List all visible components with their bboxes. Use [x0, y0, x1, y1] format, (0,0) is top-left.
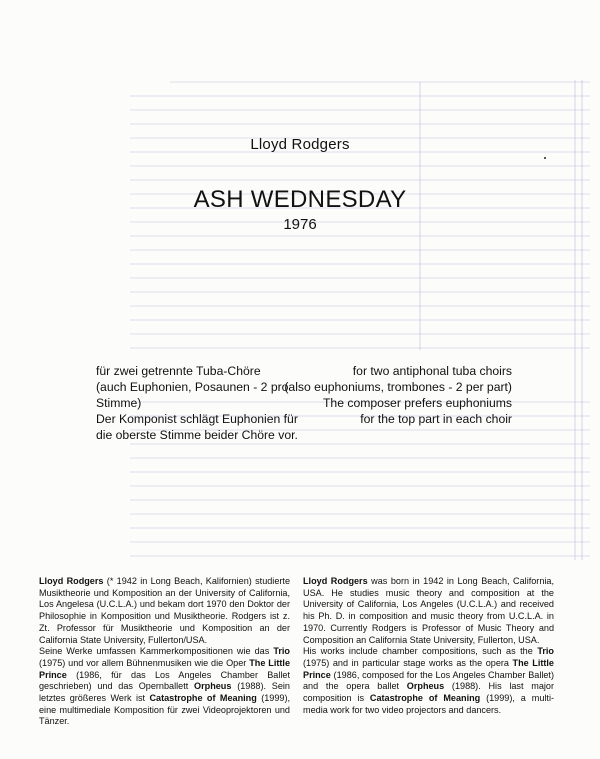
- bio-text: (1975) and in particular stage works as the opera: [303, 657, 513, 668]
- bio-text: (1999), eine multimediale Komposition für zwei Videoprojektoren und Tänzer.: [39, 693, 291, 727]
- bio-work-title: Orpheus: [406, 681, 445, 692]
- bio-text: (* 1942 in Long Beach, Kalifornien) studierte Musiktheorie und Komposition an der University of California, Los Angelesa (U.C.L.A.) und bekam dort 1970 den Doktor der Philosophie in Komposition und Musiktheorie. Rodgers ist z. Zt. Professor für Musiktheorie und Komposition an der California State University, Fullerton/USA.: [39, 576, 290, 645]
- instrumentation-line: die oberste Stimme beider Chöre vor.: [96, 428, 298, 442]
- bio-work-title: Trio: [537, 646, 554, 657]
- bio-text: was born in 1942 in Long Beach, California, USA. He studies music theory and composition at the University of California, Los Angeles (U.C.L.A.) and received his Ph. D. in composition and music theory from U.C.L.A. in 1970. Currently Rodgers is Professor of Music Theory and Composition an California State University, Fullerton, USA.: [303, 576, 554, 645]
- print-speck: [544, 157, 546, 159]
- instrumentation-line: for two antiphonal tuba choirs: [352, 364, 512, 378]
- bio-work-title: The Little Prince: [303, 657, 554, 680]
- bio-work-title: Catastrophe of Meaning: [369, 693, 481, 704]
- instrumentation-line: for the top part in each choir: [360, 412, 512, 426]
- bio-paragraph: [39, 576, 290, 646]
- bio-text: (1988). Sein letztes größeres Werk ist: [39, 681, 290, 704]
- bio-text: (1999), a multi-media work for two video projectors and dancers.: [303, 693, 554, 715]
- bio-work-title: The Little Prince: [39, 657, 291, 680]
- bio-work-title: Orpheus: [194, 681, 232, 692]
- bio-text: (1988). His last major composition is: [303, 681, 554, 704]
- biography-german: [39, 576, 290, 728]
- bio-text: (1986, für das Los Angeles Chamber Ballet geschrieben) und das Opernballett: [39, 669, 290, 692]
- instrumentation-english: [272, 363, 512, 427]
- bio-text: (1986, composed for the Los Angeles Chamber Ballet) and the opera ballet: [303, 669, 554, 692]
- bio-composer-name: Lloyd Rodgers: [303, 576, 368, 586]
- instrumentation-line: (auch Euphonien, Posaunen - 2 pro Stimme): [96, 380, 289, 410]
- instrumentation-line: für zwei getrennte Tuba-Chöre: [96, 364, 261, 378]
- bio-paragraph: [303, 576, 554, 646]
- composer-name: Lloyd Rodgers: [250, 136, 350, 153]
- work-title: ASH WEDNESDAY: [193, 186, 407, 213]
- bio-work-title: Trio: [273, 646, 290, 657]
- bio-paragraph: [303, 646, 554, 716]
- bio-text: Seine Werke umfassen Kammerkompositionen wie das: [39, 646, 274, 657]
- bio-composer-name: Lloyd Rodgers: [39, 576, 104, 586]
- composition-year: 1976: [283, 216, 317, 233]
- biography-english: [303, 576, 554, 716]
- ghost-staff-system-top: [130, 82, 590, 348]
- bio-work-title: Catastrophe of Meaning: [149, 693, 257, 704]
- instrumentation-line: The composer prefers euphoniums: [322, 396, 512, 410]
- bio-paragraph: [39, 646, 290, 728]
- instrumentation-line: (also euphoniums, trombones - 2 per part): [284, 380, 512, 394]
- instrumentation-line: Der Komponist schlägt Euphonien für: [96, 412, 298, 426]
- bio-text: (1975) und vor allem Bühnenmusiken wie die Oper: [39, 657, 250, 668]
- bio-text: His works include chamber compositions, such as the: [303, 646, 538, 657]
